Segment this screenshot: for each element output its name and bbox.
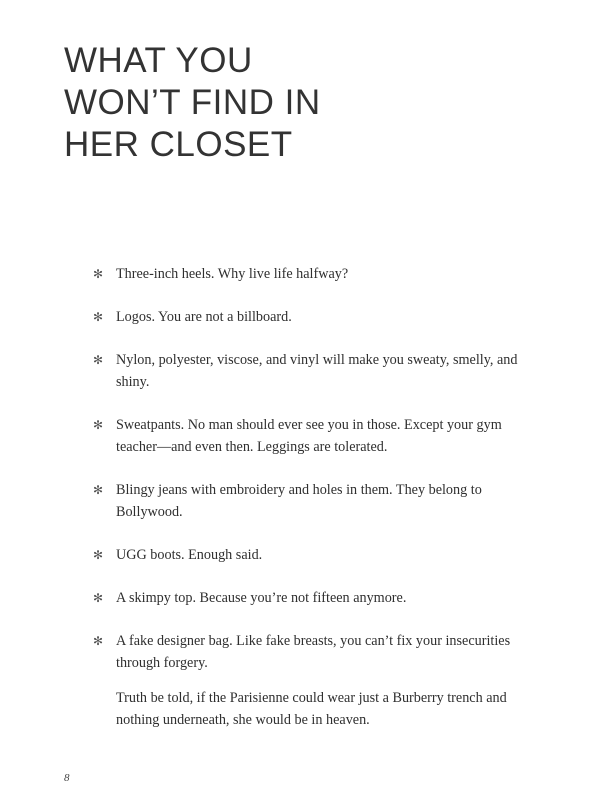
list-item-text: Sweatpants. No man should ever see you in those. Except your gym teacher—and even then. Leggings are tolerated. <box>116 417 502 455</box>
list-item-text: Three-inch heels. Why live life halfway? <box>116 266 349 282</box>
list-item <box>93 587 533 609</box>
list-item <box>93 349 533 393</box>
list-item-text: A fake designer bag. Like fake breasts, you can’t fix your insecurities through forgery. <box>116 633 511 671</box>
list-item-text: Logos. You are not a billboard. <box>116 309 292 325</box>
asterisk-bullet-icon: ✻ <box>93 310 104 324</box>
title-line-1: WHAT YOU <box>64 41 253 80</box>
list-item <box>93 263 533 285</box>
page-number: 8 <box>64 772 70 784</box>
list-item-text: Nylon, polyester, viscose, and vinyl will make you sweaty, smelly, and shiny. <box>116 352 518 390</box>
list-item-text: A skimpy top. Because you’re not fifteen anymore. <box>116 590 407 606</box>
list-item <box>93 306 533 328</box>
closet-list <box>93 263 533 695</box>
asterisk-bullet-icon: ✻ <box>93 353 104 367</box>
list-item <box>93 479 533 523</box>
list-item-text: UGG boots. Enough said. <box>116 547 263 563</box>
closing-paragraph: Truth be told, if the Parisienne could wear just a Burberry trench and nothing underneath, she would be in heaven. <box>116 690 507 728</box>
list-item <box>93 544 533 566</box>
asterisk-bullet-icon: ✻ <box>93 548 104 562</box>
asterisk-bullet-icon: ✻ <box>93 591 104 605</box>
list-item <box>93 630 533 674</box>
asterisk-bullet-icon: ✻ <box>93 634 104 648</box>
asterisk-bullet-icon: ✻ <box>93 483 104 497</box>
chapter-title <box>64 40 321 166</box>
list-item-text: Blingy jeans with embroidery and holes in them. They belong to Bollywood. <box>116 482 482 520</box>
asterisk-bullet-icon: ✻ <box>93 267 104 281</box>
list-item <box>93 414 533 458</box>
title-line-2: WON’T FIND IN <box>64 83 321 122</box>
asterisk-bullet-icon: ✻ <box>93 418 104 432</box>
title-line-3: HER CLOSET <box>64 125 293 164</box>
